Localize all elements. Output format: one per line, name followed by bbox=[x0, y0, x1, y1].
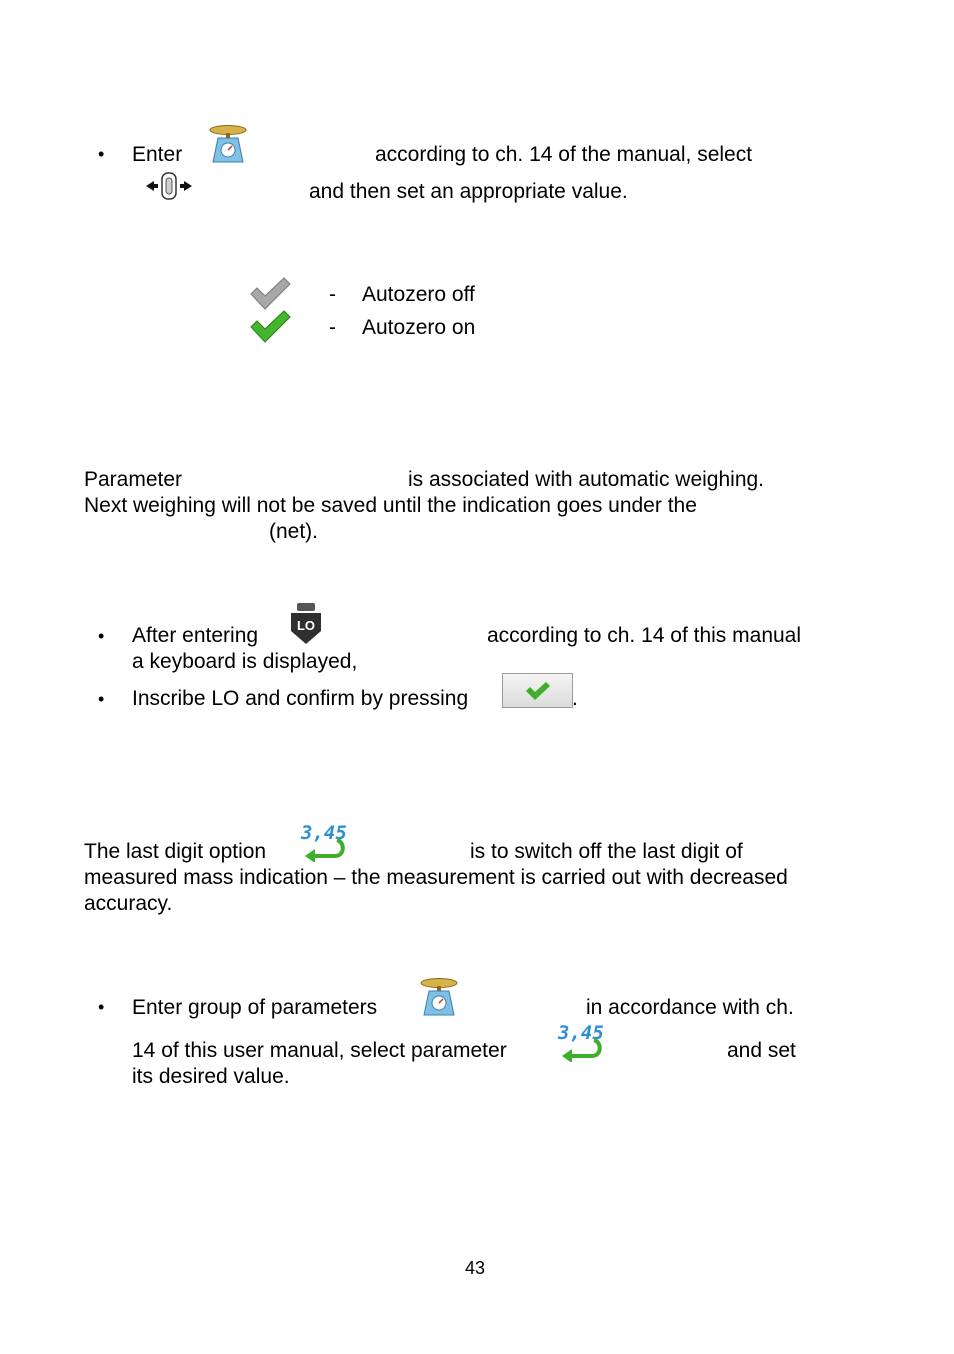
autozero-off-text: Autozero off bbox=[362, 283, 475, 306]
dash-on: - bbox=[329, 316, 336, 339]
page-number: 43 bbox=[465, 1258, 486, 1278]
svg-text:3,45: 3,45 bbox=[558, 1022, 604, 1044]
and-set-text: and set bbox=[727, 1039, 796, 1062]
lo-threshold-icon bbox=[287, 603, 325, 645]
autozero-on-text: Autozero on bbox=[362, 316, 476, 339]
last-digit-icon bbox=[299, 820, 347, 862]
parameter-text: Parameter bbox=[84, 468, 183, 491]
bullet: • bbox=[98, 626, 105, 646]
fourteen-text: 14 of this user manual, select parameter bbox=[132, 1039, 507, 1062]
after-entering-text: After entering bbox=[132, 624, 259, 647]
associated-text: is associated with automatic weighing. bbox=[408, 468, 765, 491]
inscribe-text: Inscribe LO and confirm by pressing bbox=[132, 687, 469, 710]
then-set-text: and then set an appropriate value. bbox=[309, 180, 628, 203]
period-text: . bbox=[572, 687, 578, 710]
check-icon bbox=[525, 681, 551, 701]
svg-text:LO: LO bbox=[296, 618, 316, 633]
enter-group-text: Enter group of parameters bbox=[132, 996, 378, 1019]
keyboard-text: a keyboard is displayed, bbox=[132, 650, 358, 673]
in-accordance-text: in accordance with ch. bbox=[586, 996, 794, 1019]
desired-text: its desired value. bbox=[132, 1065, 290, 1088]
confirm-button[interactable] bbox=[502, 673, 573, 708]
net-text: (net). bbox=[269, 520, 319, 543]
last-digit-icon bbox=[556, 1020, 604, 1062]
according-text-2: according to ch. 14 of this manual bbox=[487, 624, 802, 647]
svg-text:3,45: 3,45 bbox=[301, 822, 347, 844]
scale-icon bbox=[416, 977, 462, 1017]
switch-off-text: is to switch off the last digit of bbox=[470, 840, 743, 863]
check-green-icon bbox=[248, 309, 292, 345]
bullet: • bbox=[98, 689, 105, 709]
last-digit-text: The last digit option bbox=[84, 840, 267, 863]
dash-off: - bbox=[329, 283, 336, 306]
check-gray-icon bbox=[248, 276, 292, 312]
according-text: according to ch. 14 of the manual, select bbox=[375, 143, 753, 166]
bullet: • bbox=[98, 144, 105, 164]
measured-text: measured mass indication – the measurement is carried out with decreased bbox=[84, 866, 788, 889]
bullet: • bbox=[98, 997, 105, 1017]
accuracy-text: accuracy. bbox=[84, 892, 173, 915]
scale-icon bbox=[205, 124, 251, 164]
enter-text: Enter bbox=[132, 143, 183, 166]
next-weighing-text: Next weighing will not be saved until the indication goes under the bbox=[84, 494, 697, 517]
autozero-icon bbox=[146, 170, 194, 202]
